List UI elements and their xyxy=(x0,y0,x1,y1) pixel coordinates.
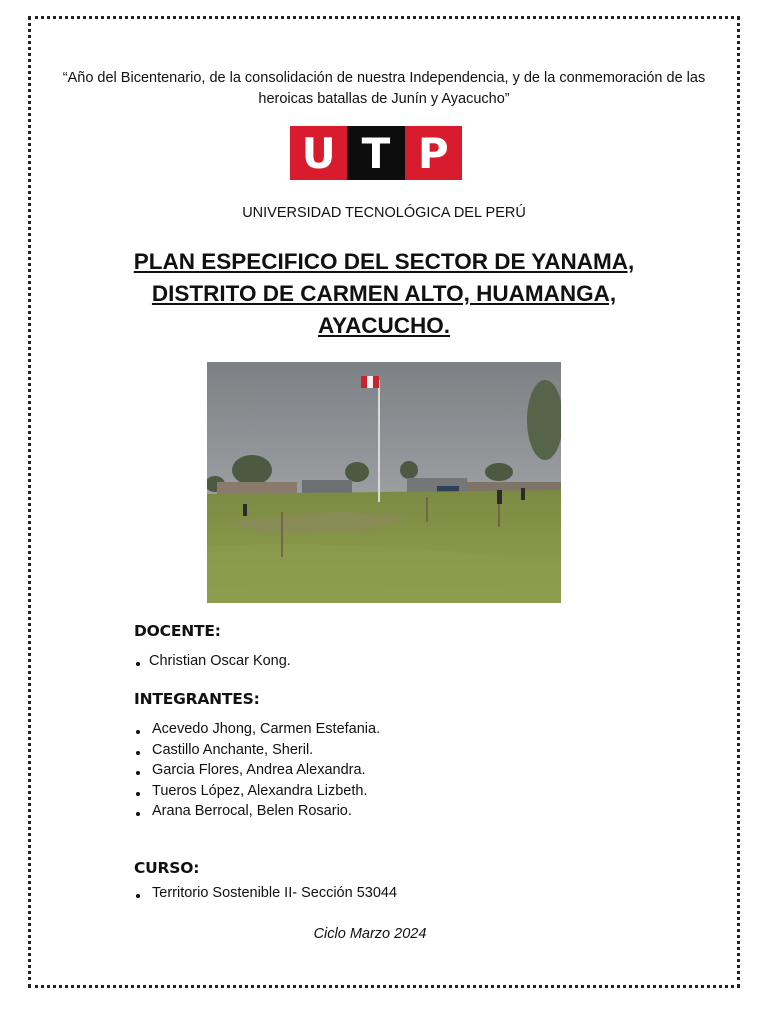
university-name: UNIVERSIDAD TECNOLÓGICA DEL PERÚ xyxy=(242,205,526,221)
ciclo-text: Ciclo Marzo 2024 xyxy=(313,926,427,942)
integrantes-heading: INTEGRANTES: xyxy=(134,690,260,708)
list-item: Territorio Sostenible II- Sección 53044 xyxy=(134,883,397,904)
utp-logo xyxy=(290,126,462,180)
list-item: Christian Oscar Kong. xyxy=(134,651,291,672)
curso-heading: CURSO: xyxy=(134,859,200,877)
list-item: Garcia Flores, Andrea Alexandra. xyxy=(134,760,380,781)
site-photo xyxy=(207,362,561,603)
docente-heading: DOCENTE: xyxy=(134,622,221,640)
photo-flag xyxy=(361,376,379,388)
logo-letter-u: U xyxy=(290,126,347,180)
logo-letter-t: T xyxy=(347,126,404,180)
title-text: PLAN ESPECIFICO DEL SECTOR DE YANAMA, DISTRITO DE CARMEN ALTO, HUAMANGA, AYACUCHO. xyxy=(133,249,635,338)
integrantes-list xyxy=(134,719,380,822)
list-item: Tueros López, Alexandra Lizbeth. xyxy=(134,781,380,802)
list-item: Arana Berrocal, Belen Rosario. xyxy=(134,801,380,822)
document-title xyxy=(100,246,668,342)
curso-list xyxy=(134,883,397,904)
list-item: Castillo Anchante, Sheril. xyxy=(134,740,380,761)
list-item: Acevedo Jhong, Carmen Estefania. xyxy=(134,719,380,740)
logo-letter-p: P xyxy=(405,126,462,180)
motto-text: “Año del Bicentenario, de la consolidación de nuestra Independencia, y de la conmemoración de las heroicas batallas de Junín y Ayacucho” xyxy=(62,70,706,107)
docente-list xyxy=(134,651,291,672)
